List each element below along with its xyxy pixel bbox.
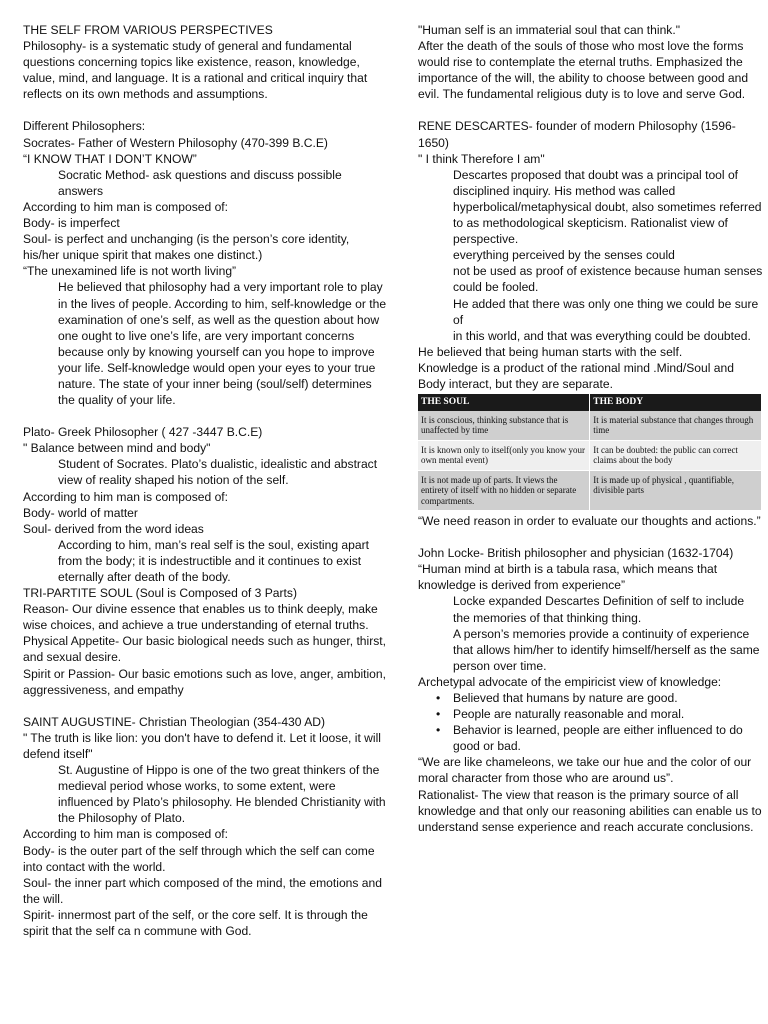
text-paragraph: " I think Therefore I am": [418, 151, 545, 166]
text-paragraph: Body- is imperfect: [23, 216, 120, 231]
text-paragraph: Archetypal advocate of the empiricist view of knowledge:: [418, 674, 722, 689]
blank-line: [23, 698, 388, 714]
text-paragraph: Philosophy- is a systematic study of general and fundamental questions concerning topics like existence, reason, knowledge, value, mind, and language. It is a rational and critical inquiry that reflects on its own methods and assumptions.: [23, 39, 368, 102]
blank-line: [23, 102, 388, 118]
table-cell: It can be doubted: the public can correct claims about the body: [590, 440, 762, 470]
text-paragraph: A person’s memories provide a continuity of experience that allows him/her to identify himself/herself as the same person over time.: [453, 626, 760, 673]
text-paragraph: Plato- Greek Philosopher ( 427 -3447 B.C.E): [23, 425, 263, 440]
right-mid-section: [418, 513, 763, 690]
text-paragraph: Soul- is perfect and unchanging (is the person’s core identity, his/her unique spirit that makes one distinct.): [23, 232, 350, 263]
text-paragraph: SAINT AUGUSTINE- Christian Theologian (354-430 AD): [23, 714, 326, 729]
table-cell: It is not made up of parts. It views the entirety of itself with no hidden or separate compartments.: [418, 470, 590, 511]
header-the-body: THE BODY: [590, 394, 762, 411]
table-cell: It is material substance that changes through time: [590, 411, 762, 441]
text-paragraph: Locke expanded Descartes Definition of self to include the memories of that thinking thing.: [453, 594, 745, 625]
text-paragraph: TRI-PARTITE SOUL (Soul is Composed of 3 Parts): [23, 586, 297, 601]
table-header-row: [418, 394, 762, 411]
text-paragraph: “Human mind at birth is a tabula rasa, which means that knowledge is derived from experience”: [418, 562, 718, 593]
right-column: [418, 22, 763, 835]
list-item: [418, 722, 763, 754]
bullet-text: Believed that humans by nature are good.: [453, 691, 678, 705]
text-paragraph: Body- world of matter: [23, 505, 138, 520]
text-paragraph: Socratic Method- ask questions and discuss possible answers: [58, 167, 342, 198]
text-paragraph: Body- is the outer part of the self through which the self can come into contact with the world.: [23, 843, 375, 874]
soul-body-table: [418, 394, 762, 511]
text-paragraph: St. Augustine of Hippo is one of the two great thinkers of the medieval period whose works, to some extent, were influenced by Plato’s philosophy. He blended Christianity with the Philosophy of Plato.: [58, 763, 386, 826]
blank-line: [418, 102, 763, 118]
text-paragraph: RENE DESCARTES- founder of modern Philosophy (1596-1650): [418, 119, 736, 150]
text-paragraph: THE SELF FROM VARIOUS PERSPECTIVES: [23, 23, 273, 37]
empiricist-bullet-list: [418, 690, 763, 754]
bullet-text: Behavior is learned, people are either influenced to do good or bad.: [453, 723, 743, 754]
text-paragraph: Reason- Our divine essence that enables us to think deeply, make wise choices, and achieve a true understanding of eternal truths.: [23, 602, 378, 633]
text-paragraph: According to him man is composed of:: [23, 199, 229, 214]
bullet-icon: •: [436, 691, 441, 705]
text-paragraph: John Locke- British philosopher and physician (1632-1704): [418, 546, 734, 561]
text-paragraph: "Human self is an immaterial soul that can think.": [418, 23, 680, 37]
text-paragraph: Soul- derived from the word ideas: [23, 521, 204, 536]
list-item: [418, 706, 763, 722]
text-paragraph: According to him, man’s real self is the soul, existing apart from the body; it is indestructible and it continues to exist eternally after death of the body.: [58, 537, 370, 584]
text-paragraph: “The unexamined life is not worth living”: [23, 264, 237, 279]
text-paragraph: “I KNOW THAT I DON’T KNOW”: [23, 151, 197, 166]
text-paragraph: According to him man is composed of:: [23, 827, 229, 842]
table-cell: It is made up of physical , quantifiable, divisible parts: [590, 470, 762, 511]
text-paragraph: " Balance between mind and body": [23, 441, 211, 456]
text-paragraph: Knowledge is a product of the rational mind .Mind/Soul and Body interact, but they are separate.: [418, 360, 734, 391]
list-item: [418, 690, 763, 706]
table-cell: It is known only to itself(only you know your own mental event): [418, 440, 590, 470]
text-paragraph: “We are like chameleons, we take our hue and the color of our moral character from those who are around us”.: [418, 755, 752, 786]
text-paragraph: Socrates- Father of Western Philosophy (470-399 B.C.E): [23, 135, 328, 150]
blank-line: [23, 408, 388, 424]
text-paragraph: According to him man is composed of:: [23, 489, 229, 504]
text-paragraph: Student of Socrates. Plato’s dualistic, idealistic and abstract view of reality shaped his notion of the self.: [58, 457, 378, 488]
text-paragraph: He believed that philosophy had a very important role to play in the lives of people. According to him, self-knowledge or the examination of one’s self, as well as the question about how one ought to live one’s life, are very important concerns because only by knowing yourself can you hope to improve your life. Self-knowledge would open your eyes to your true nature. The state of your inner being (soul/self) determines the quality of your life.: [58, 280, 387, 408]
table-cell: It is conscious, thinking substance that is unaffected by time: [418, 411, 590, 441]
text-paragraph: Physical Appetite- Our basic biological needs such as hunger, thirst, and sexual desire.: [23, 634, 387, 665]
text-paragraph: " The truth is like lion: you don't have to defend it. Let it loose, it will defend itself": [23, 730, 381, 761]
text-paragraph: Rationalist- The view that reason is the primary source of all knowledge and that only our reasoning abilities can enable us to understand sense experience and reach accurate conclusions.: [418, 787, 762, 834]
table-row: [418, 411, 762, 441]
right-bottom-section: [418, 754, 763, 834]
left-column: [23, 22, 388, 939]
text-paragraph: Descartes proposed that doubt was a principal tool of disciplined inquiry. His method was called hyperbolical/metaphysical doubt, also sometimes referred to as methodological skepticism. Rationalist view of perspective.: [453, 167, 762, 247]
bullet-text: People are naturally reasonable and moral.: [453, 707, 685, 722]
text-paragraph: “We need reason in order to evaluate our thoughts and actions.”: [418, 514, 761, 529]
bullet-icon: •: [436, 707, 441, 722]
text-paragraph: Soul- the inner part which composed of the mind, the emotions and the will.: [23, 875, 382, 906]
header-the-soul: THE SOUL: [418, 394, 590, 411]
text-paragraph: aggressiveness, and empathy: [23, 682, 184, 697]
text-paragraph: He added that there was only one thing we could be sure of: [453, 296, 759, 327]
text-paragraph: After the death of the souls of those who most love the forms would rise to contemplate the eternal truths. Emphasized the importance of the will, the ability to choose between good and evil. The fundamental religious duty is to love and serve God.: [418, 39, 749, 102]
text-paragraph: Spirit- innermost part of the self, or the core self. It is through the spirit that the self ca n commune with God.: [23, 907, 368, 938]
text-paragraph: everything perceived by the senses could: [453, 248, 675, 263]
table-row: [418, 440, 762, 470]
text-paragraph: Different Philosophers:: [23, 119, 146, 134]
text-paragraph: Spirit or Passion- Our basic emotions such as love, anger, ambition,: [23, 666, 386, 681]
table-row: [418, 470, 762, 511]
text-paragraph: in this world, and that was everything could be doubted.: [453, 328, 751, 343]
bullet-icon: •: [436, 723, 441, 738]
text-paragraph: not be used as proof of existence because human senses could be fooled.: [453, 264, 763, 295]
right-top-section: [418, 22, 763, 392]
blank-line: [418, 529, 763, 545]
text-paragraph: He believed that being human starts with the self.: [418, 344, 683, 359]
